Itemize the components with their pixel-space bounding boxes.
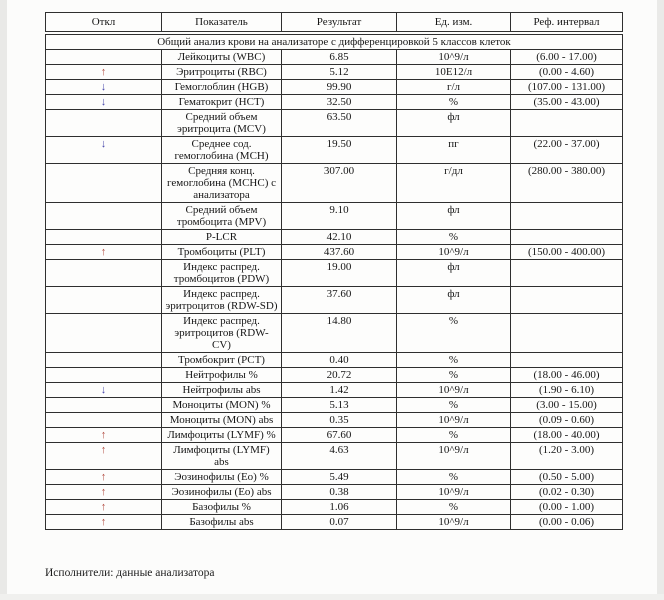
- indicator-cell: Индекс распред. эритроцитов (RDW-SD): [162, 287, 282, 314]
- deviation-arrow-icon: ↑: [100, 471, 107, 483]
- indicator-cell: Средний объем тромбоцита (MPV): [162, 203, 282, 230]
- unit-cell: фл: [397, 287, 511, 314]
- result-cell: 32.50: [282, 95, 397, 110]
- indicator-cell: Нейтрофилы abs: [162, 383, 282, 398]
- deviation-cell: [46, 110, 162, 137]
- unit-cell: %: [397, 368, 511, 383]
- indicator-cell: Средний объем эритроцита (MCV): [162, 110, 282, 137]
- result-cell: 63.50: [282, 110, 397, 137]
- table-row: [46, 413, 623, 428]
- unit-cell: 10^9/л: [397, 50, 511, 65]
- column-header-ref-interval: Реф. интервал: [511, 13, 623, 34]
- ref-interval-cell: (280.00 - 380.00): [511, 164, 623, 203]
- unit-cell: г/л: [397, 80, 511, 95]
- deviation-cell: [46, 500, 162, 515]
- ref-interval-cell: (18.00 - 46.00): [511, 368, 623, 383]
- scan-edge-left: [0, 0, 7, 600]
- deviation-cell: [46, 515, 162, 530]
- result-cell: 5.49: [282, 470, 397, 485]
- ref-interval-cell: (0.50 - 5.00): [511, 470, 623, 485]
- unit-cell: 10^9/л: [397, 413, 511, 428]
- deviation-cell: [46, 398, 162, 413]
- indicator-cell: Лейкоциты (WBC): [162, 50, 282, 65]
- ref-interval-cell: [511, 260, 623, 287]
- unit-cell: %: [397, 470, 511, 485]
- ref-interval-cell: (150.00 - 400.00): [511, 245, 623, 260]
- unit-cell: фл: [397, 110, 511, 137]
- ref-interval-cell: (0.00 - 1.00): [511, 500, 623, 515]
- table-row: [46, 137, 623, 164]
- indicator-cell: Базофилы abs: [162, 515, 282, 530]
- indicator-cell: Моноциты (MON) abs: [162, 413, 282, 428]
- result-cell: 437.60: [282, 245, 397, 260]
- header-row: [46, 13, 623, 34]
- indicator-cell: Эозинофилы (Eo) abs: [162, 485, 282, 500]
- deviation-arrow-icon: ↑: [100, 429, 107, 441]
- indicator-cell: Средняя конц. гемоглобина (MCHC) с анализатора: [162, 164, 282, 203]
- deviation-arrow-icon: ↓: [100, 138, 107, 150]
- ref-interval-cell: (0.09 - 0.60): [511, 413, 623, 428]
- deviation-arrow-icon: ↓: [100, 96, 107, 108]
- unit-cell: %: [397, 500, 511, 515]
- table-row: [46, 245, 623, 260]
- table-row: [46, 470, 623, 485]
- unit-cell: фл: [397, 203, 511, 230]
- table-row: [46, 80, 623, 95]
- ref-interval-cell: (1.20 - 3.00): [511, 443, 623, 470]
- indicator-cell: Тромбоциты (PLT): [162, 245, 282, 260]
- deviation-cell: [46, 50, 162, 65]
- footer-executors: Исполнители: данные анализатора: [45, 567, 215, 579]
- section-title: Общий анализ крови на анализаторе с дифференцировкой 5 классов клеток: [46, 33, 623, 50]
- ref-interval-cell: [511, 203, 623, 230]
- result-cell: 0.38: [282, 485, 397, 500]
- deviation-cell: [46, 287, 162, 314]
- indicator-cell: Нейтрофилы %: [162, 368, 282, 383]
- unit-cell: %: [397, 428, 511, 443]
- table-row: [46, 65, 623, 80]
- column-header-indicator: Показатель: [162, 13, 282, 34]
- report-page: [45, 12, 622, 530]
- result-cell: 42.10: [282, 230, 397, 245]
- result-cell: 5.12: [282, 65, 397, 80]
- unit-cell: пг: [397, 137, 511, 164]
- table-row: [46, 428, 623, 443]
- table-row: [46, 164, 623, 203]
- result-cell: 9.10: [282, 203, 397, 230]
- table-row: [46, 230, 623, 245]
- unit-cell: фл: [397, 260, 511, 287]
- deviation-arrow-icon: ↓: [100, 384, 107, 396]
- indicator-cell: P-LCR: [162, 230, 282, 245]
- deviation-arrow-icon: ↑: [100, 246, 107, 258]
- deviation-arrow-icon: ↑: [100, 486, 107, 498]
- unit-cell: %: [397, 95, 511, 110]
- deviation-cell: [46, 260, 162, 287]
- deviation-cell: [46, 470, 162, 485]
- indicator-cell: Эритроциты (RBC): [162, 65, 282, 80]
- deviation-cell: [46, 230, 162, 245]
- table-row: [46, 485, 623, 500]
- unit-cell: г/дл: [397, 164, 511, 203]
- table-row: [46, 50, 623, 65]
- result-cell: 0.40: [282, 353, 397, 368]
- table-row: [46, 314, 623, 353]
- indicator-cell: Тромбокрит (PCT): [162, 353, 282, 368]
- deviation-cell: [46, 413, 162, 428]
- result-cell: 20.72: [282, 368, 397, 383]
- unit-cell: %: [397, 398, 511, 413]
- ref-interval-cell: [511, 110, 623, 137]
- table-row: [46, 353, 623, 368]
- deviation-cell: [46, 80, 162, 95]
- column-header-unit: Ед. изм.: [397, 13, 511, 34]
- column-header-deviation: Откл: [46, 13, 162, 34]
- table-row: [46, 368, 623, 383]
- unit-cell: 10^9/л: [397, 245, 511, 260]
- result-cell: 1.06: [282, 500, 397, 515]
- unit-cell: 10^9/л: [397, 485, 511, 500]
- ref-interval-cell: [511, 353, 623, 368]
- ref-interval-cell: (18.00 - 40.00): [511, 428, 623, 443]
- table-row: [46, 500, 623, 515]
- deviation-cell: [46, 245, 162, 260]
- scan-edge-right: [657, 0, 664, 600]
- result-cell: 14.80: [282, 314, 397, 353]
- ref-interval-cell: [511, 287, 623, 314]
- indicator-cell: Лимфоциты (LYMF) abs: [162, 443, 282, 470]
- result-cell: 5.13: [282, 398, 397, 413]
- ref-interval-cell: (1.90 - 6.10): [511, 383, 623, 398]
- deviation-cell: [46, 137, 162, 164]
- deviation-arrow-icon: ↑: [100, 444, 107, 456]
- ref-interval-cell: [511, 314, 623, 353]
- indicator-cell: Среднее сод. гемоглобина (MCH): [162, 137, 282, 164]
- table-row: [46, 443, 623, 470]
- unit-cell: %: [397, 230, 511, 245]
- result-cell: 37.60: [282, 287, 397, 314]
- scan-edge-bottom: [0, 594, 664, 600]
- table-row: [46, 515, 623, 530]
- result-cell: 307.00: [282, 164, 397, 203]
- indicator-cell: Моноциты (MON) %: [162, 398, 282, 413]
- ref-interval-cell: (0.02 - 0.30): [511, 485, 623, 500]
- deviation-arrow-icon: ↑: [100, 501, 107, 513]
- deviation-cell: [46, 164, 162, 203]
- unit-cell: 10^9/л: [397, 443, 511, 470]
- deviation-cell: [46, 485, 162, 500]
- deviation-cell: [46, 314, 162, 353]
- result-cell: 0.07: [282, 515, 397, 530]
- deviation-arrow-icon: ↓: [100, 81, 107, 93]
- result-cell: 19.50: [282, 137, 397, 164]
- result-cell: 99.90: [282, 80, 397, 95]
- indicator-cell: Индекс распред. эритроцитов (RDW-CV): [162, 314, 282, 353]
- deviation-cell: [46, 353, 162, 368]
- table-row: [46, 110, 623, 137]
- ref-interval-cell: [511, 230, 623, 245]
- ref-interval-cell: (3.00 - 15.00): [511, 398, 623, 413]
- section-title-row: [46, 33, 623, 50]
- indicator-cell: Базофилы %: [162, 500, 282, 515]
- deviation-cell: [46, 383, 162, 398]
- unit-cell: %: [397, 353, 511, 368]
- deviation-cell: [46, 443, 162, 470]
- lab-results-table: [45, 12, 623, 530]
- table-row: [46, 383, 623, 398]
- ref-interval-cell: (0.00 - 4.60): [511, 65, 623, 80]
- deviation-cell: [46, 368, 162, 383]
- deviation-cell: [46, 203, 162, 230]
- deviation-cell: [46, 428, 162, 443]
- unit-cell: 10^9/л: [397, 515, 511, 530]
- table-body: [46, 33, 623, 530]
- deviation-arrow-icon: ↑: [100, 516, 107, 528]
- indicator-cell: Гемоглоблин (HGB): [162, 80, 282, 95]
- deviation-cell: [46, 95, 162, 110]
- table-row: [46, 203, 623, 230]
- ref-interval-cell: (0.00 - 0.06): [511, 515, 623, 530]
- result-cell: 4.63: [282, 443, 397, 470]
- ref-interval-cell: (107.00 - 131.00): [511, 80, 623, 95]
- result-cell: 1.42: [282, 383, 397, 398]
- unit-cell: %: [397, 314, 511, 353]
- table-row: [46, 95, 623, 110]
- column-header-result: Результат: [282, 13, 397, 34]
- table-row: [46, 260, 623, 287]
- table-row: [46, 287, 623, 314]
- indicator-cell: Эозинофилы (Eo) %: [162, 470, 282, 485]
- result-cell: 67.60: [282, 428, 397, 443]
- unit-cell: 10E12/л: [397, 65, 511, 80]
- result-cell: 0.35: [282, 413, 397, 428]
- ref-interval-cell: (22.00 - 37.00): [511, 137, 623, 164]
- indicator-cell: Гематокрит (HCT): [162, 95, 282, 110]
- result-cell: 6.85: [282, 50, 397, 65]
- unit-cell: 10^9/л: [397, 383, 511, 398]
- indicator-cell: Индекс распред. тромбоцитов (PDW): [162, 260, 282, 287]
- ref-interval-cell: (35.00 - 43.00): [511, 95, 623, 110]
- result-cell: 19.00: [282, 260, 397, 287]
- table-row: [46, 398, 623, 413]
- deviation-cell: [46, 65, 162, 80]
- deviation-arrow-icon: ↑: [100, 66, 107, 78]
- indicator-cell: Лимфоциты (LYMF) %: [162, 428, 282, 443]
- ref-interval-cell: (6.00 - 17.00): [511, 50, 623, 65]
